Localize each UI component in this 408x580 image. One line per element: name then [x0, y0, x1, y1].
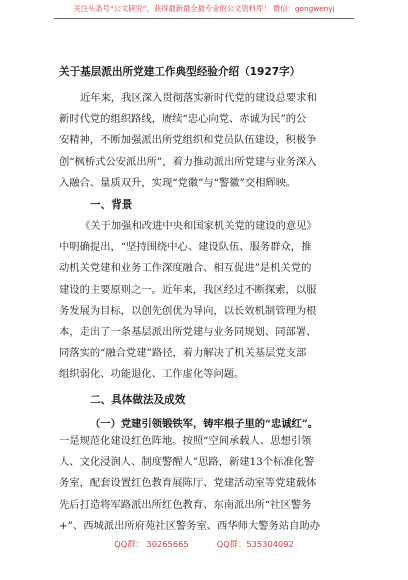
header-note: 关注头条号“公文研究”，获得最新最全最专业的公文资料库！ 微信：gongwenyj: [73, 4, 335, 13]
footer-qq-group-1: QQ群： 30265665: [114, 539, 189, 549]
practices-line: 一是规范化建设红色阵地。按照“空间承载人、思想引领: [59, 435, 312, 447]
intro-line: 入融合、量质双升，实现“党徽”与“警徽”交相辉映。: [59, 176, 297, 189]
background-line: 中明确提出，“坚持围绕中心、建设队伍、服务群众，推: [59, 241, 312, 254]
background-line: 务发展为目标，以创先创优为导向，以长效机制管理为根: [59, 304, 317, 317]
intro-line: 近年来，我区深入贯彻落实新时代党的建设总要求和: [80, 92, 317, 104]
practices-paragraph: [59, 431, 359, 537]
section-heading-background: 一、背景: [90, 199, 133, 211]
background-line: 《关于加强和改进中央和国家机关党的建设的意见》: [80, 220, 317, 232]
background-line: 动机关党建和业务工作深度融合、相互促进”是机关党的: [59, 262, 312, 275]
footer-contact: [0, 538, 408, 550]
intro-paragraph: [59, 88, 359, 194]
background-line: 组织弱化、功能退化、工作虚化等问题。: [59, 368, 245, 381]
background-line: 建设的主要原则之一。近年来，我区经过不断探索，以服: [59, 283, 317, 296]
practices-line: 务室，配套设置红色教育展陈厅、党建活动室等党建载体: [59, 477, 317, 490]
practices-line: +”、西城派出所府苑社区警务室、西华师大警务站自助办: [59, 519, 321, 532]
footer-qq-group-2: QQ群：535304092: [216, 539, 294, 549]
practices-line: 先后打造将军路派出所红色教育、东南派出所“社区警务: [59, 498, 312, 511]
document-title: 关于基层派出所党建工作典型经验介绍（1927字）: [59, 66, 301, 78]
intro-line: 安精神，不断加强派出所党组织和党员队伍建设，积极争: [59, 134, 317, 147]
background-paragraph: [59, 216, 359, 386]
header-divider: [54, 18, 354, 19]
intro-line: 创“枫桥式公安派出所”，着力推动派出所党建与业务深入: [59, 155, 317, 168]
background-line: 本，走出了一条基层派出所党建与业务同规划、同部署、: [59, 325, 317, 338]
practices-line: 人、文化浸润人、制度警醒人”思路，新建13个标准化警: [59, 456, 315, 469]
background-line: 同落实的“融合党建”路径，着力解决了机关基层党支部: [59, 347, 307, 360]
intro-line: 新时代党的组织路线，赓续“忠心向党、赤诚为民”的公: [59, 113, 307, 126]
section-heading-practices: 二、具体做法及成效: [90, 394, 186, 406]
subsection-heading-party-building: （一）党建引领锻铁军，铸牢根子里的“忠诚红”。: [90, 418, 319, 430]
